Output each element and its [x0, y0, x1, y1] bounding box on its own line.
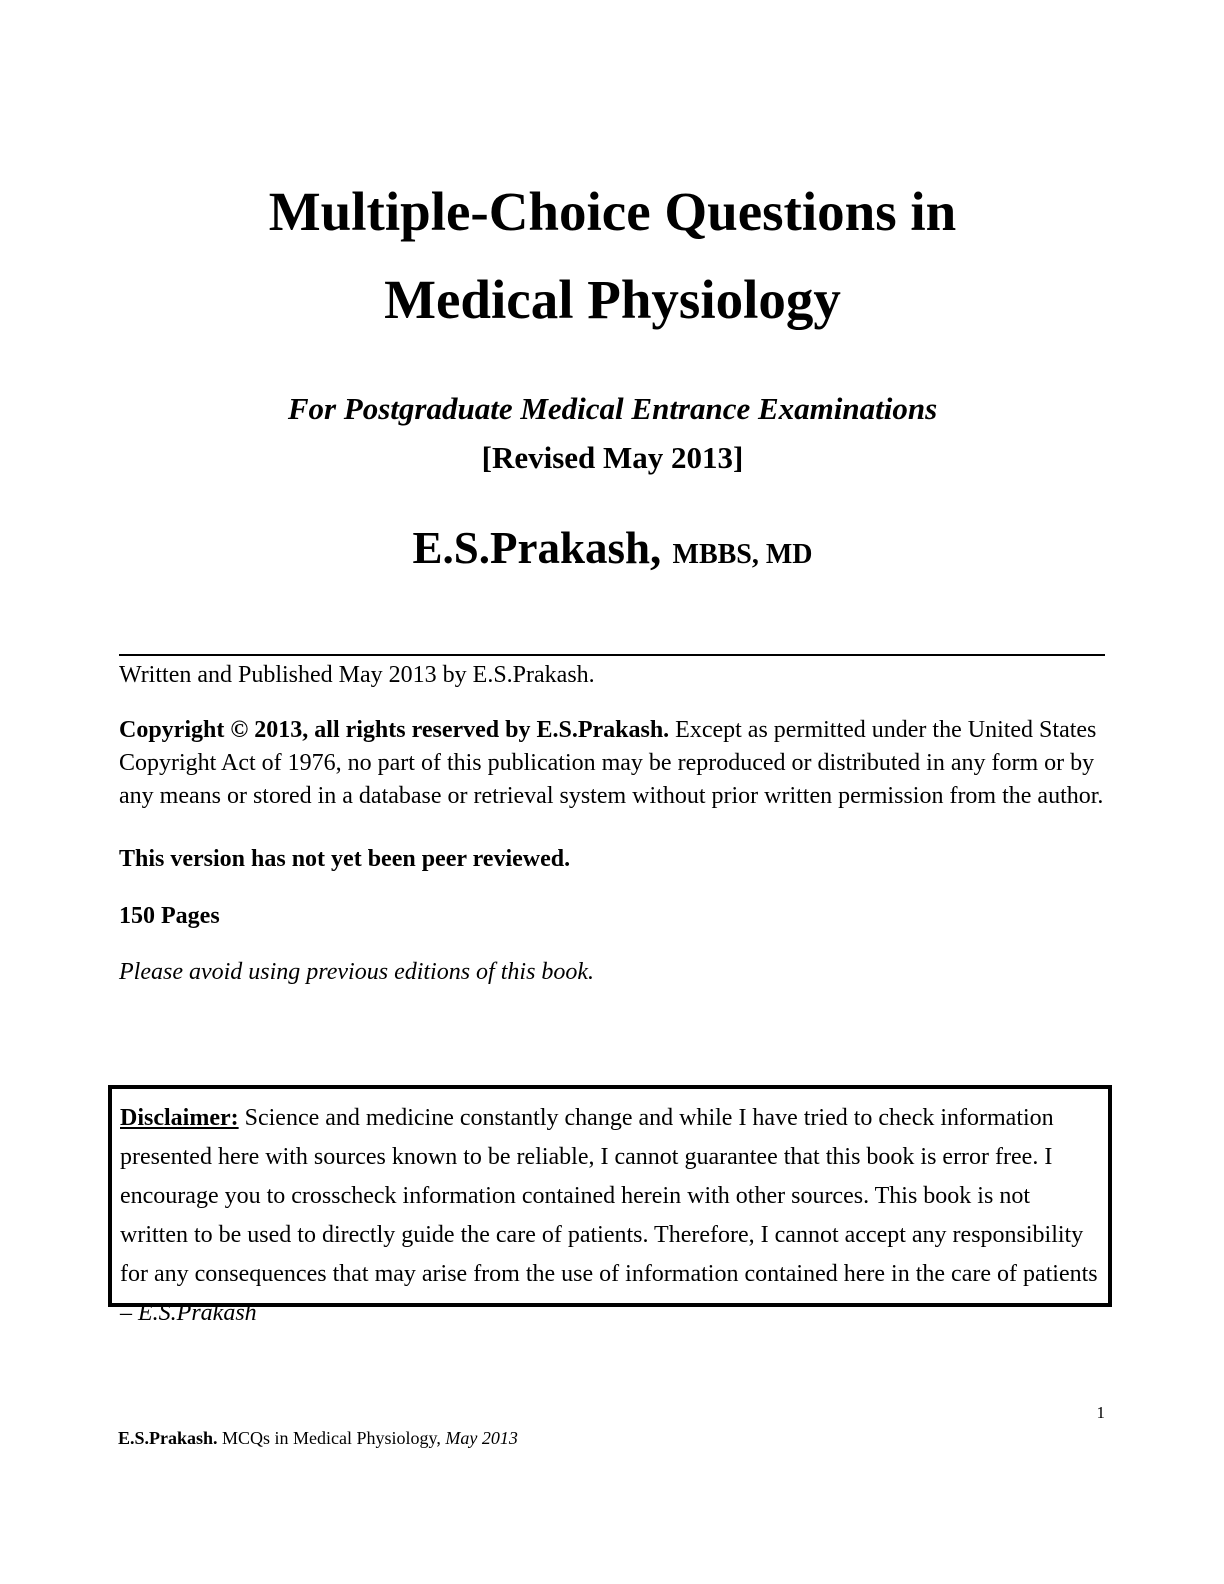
book-title-line-1: Multiple-Choice Questions in: [268, 181, 957, 242]
footer-title: MCQs in Medical Physiology,: [217, 1428, 446, 1448]
author-name: E.S.Prakash,: [412, 523, 662, 573]
author-line: [120, 517, 1105, 586]
subtitle-block: [120, 384, 1105, 482]
disclaimer-text: Science and medicine constantly change and while I have tried to check information presented here with sources known to be reliable, I cannot guarantee that this book is error free. I encourage you to crosscheck information contained herein with other sources. This book is not written to be used to directly guide the care of patients. Therefore, I cannot accept any responsibility for any consequences that may arise from the use of information contained here in the care of patients –: [120, 1105, 1098, 1326]
page-count: 150 Pages: [119, 903, 220, 929]
footer-author: E.S.Prakash.: [118, 1428, 218, 1448]
disclaimer-signature: E.S.Prakash: [138, 1300, 257, 1326]
page-number: 1: [1096, 1403, 1105, 1422]
revision-note: [Revised May 2013]: [481, 440, 744, 475]
peer-review-note: This version has not yet been peer reviewed.: [119, 846, 571, 872]
subtitle: For Postgraduate Medical Entrance Examinations: [287, 391, 938, 426]
disclaimer-box: [108, 1085, 1112, 1326]
footer: [118, 1426, 518, 1450]
disclaimer-label: Disclaimer:: [120, 1105, 239, 1131]
book-title-line-2: Medical Physiology: [384, 269, 841, 330]
copyright-notice: Copyright © 2013, all rights reserved by E.S.Prakash.: [119, 717, 670, 743]
author-degrees: MBBS, MD: [672, 539, 813, 570]
book-title: [120, 168, 1105, 344]
footer-date: May 2013: [445, 1428, 518, 1448]
copyright-terms: Except as permitted under the United States Copyright Act of 1976, no part of this publication may be reproduced or distributed in any form or by any means or stored in a database or retrieval system without prior written permission from the author.: [119, 717, 1104, 809]
horizontal-rule: [119, 654, 1105, 656]
published-line: Written and Published May 2013 by E.S.Prakash.: [119, 662, 595, 688]
edition-note: Please avoid using previous editions of this book.: [119, 959, 595, 985]
copyright-paragraph: [119, 714, 1106, 813]
